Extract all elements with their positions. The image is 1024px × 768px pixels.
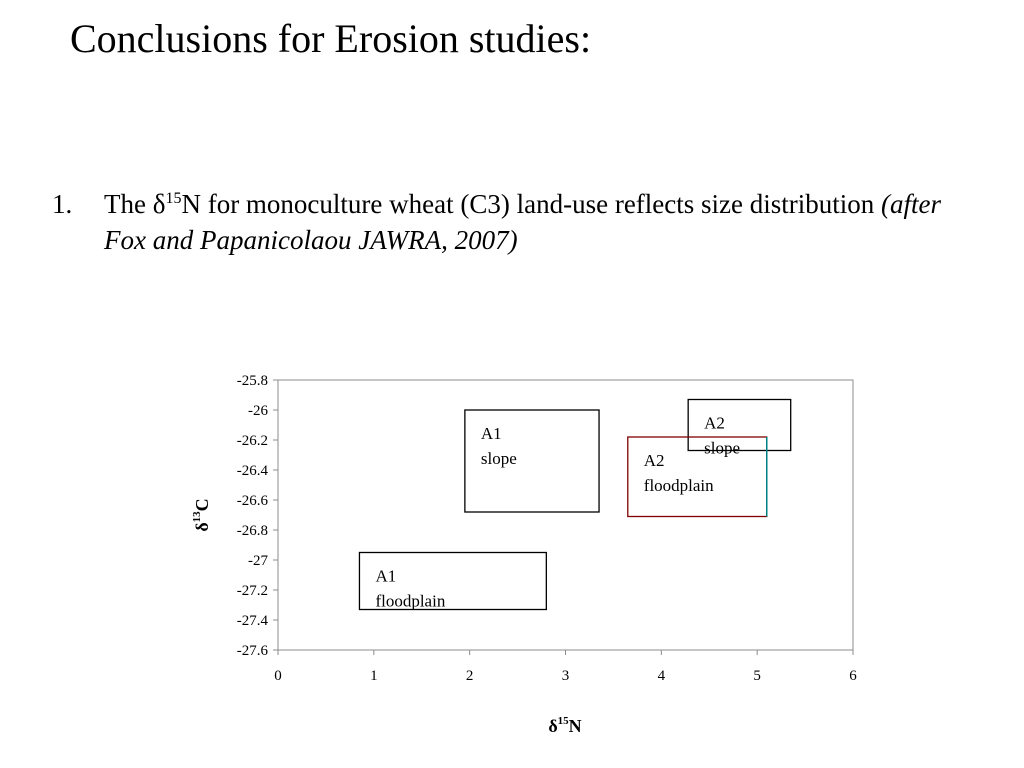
y-tick-label: -27.4	[236, 613, 268, 629]
x-tick-label: 2	[465, 668, 474, 684]
y-tick-label: -26	[248, 403, 268, 419]
annotation-label-line1: A1	[375, 566, 397, 586]
annotation-label-line2: slope	[704, 438, 741, 458]
y-tick-label: -27	[248, 553, 268, 569]
bullet-citation: (after Fox and Papanicolaou JAWRA, 2007)	[104, 189, 942, 255]
x-tick-label: 6	[849, 668, 857, 684]
annotation-label-line2: slope	[480, 449, 517, 468]
bullet-text-before: The δ	[104, 189, 166, 219]
annotation-label-line1: A1	[480, 424, 502, 443]
x-tick-label: 1	[370, 668, 378, 684]
bullet-text-after: N for monoculture wheat (C3) land-use reflects size distribution	[181, 189, 882, 219]
y-axis-label: $\delta^{13}C$	[191, 498, 212, 532]
x-tick-label: 3	[561, 668, 570, 684]
x-axis-ticks	[274, 650, 857, 684]
chart-svg	[170, 360, 890, 760]
y-tick-label: -26.4	[236, 463, 268, 479]
x-axis-label: $\delta^{15}N$	[548, 715, 582, 736]
y-axis-ticks	[237, 373, 278, 659]
bullet-superscript: 15	[165, 190, 182, 207]
annotation-label-line1: A2	[643, 451, 665, 470]
y-tick-label: -26.2	[236, 433, 268, 449]
y-tick-label: -27.6	[236, 643, 268, 659]
y-tick-label: -27.2	[236, 583, 268, 599]
bullet-number: 1.	[52, 189, 73, 219]
y-tick-label: -26.8	[236, 523, 268, 539]
isotope-chart	[170, 360, 890, 760]
annotation-label-line2: floodplain	[643, 476, 714, 495]
annotation-label-line1: A2	[704, 413, 725, 433]
bullet-text	[104, 186, 964, 258]
y-tick-label: -26.6	[236, 493, 268, 509]
x-tick-label: 4	[657, 668, 666, 684]
x-tick-label: 5	[753, 668, 761, 684]
slide-title: Conclusions for Erosion studies:	[70, 16, 592, 61]
x-tick-label: 0	[274, 668, 282, 684]
annotation-label-line2: floodplain	[375, 591, 446, 611]
y-tick-label: -25.8	[236, 373, 268, 389]
